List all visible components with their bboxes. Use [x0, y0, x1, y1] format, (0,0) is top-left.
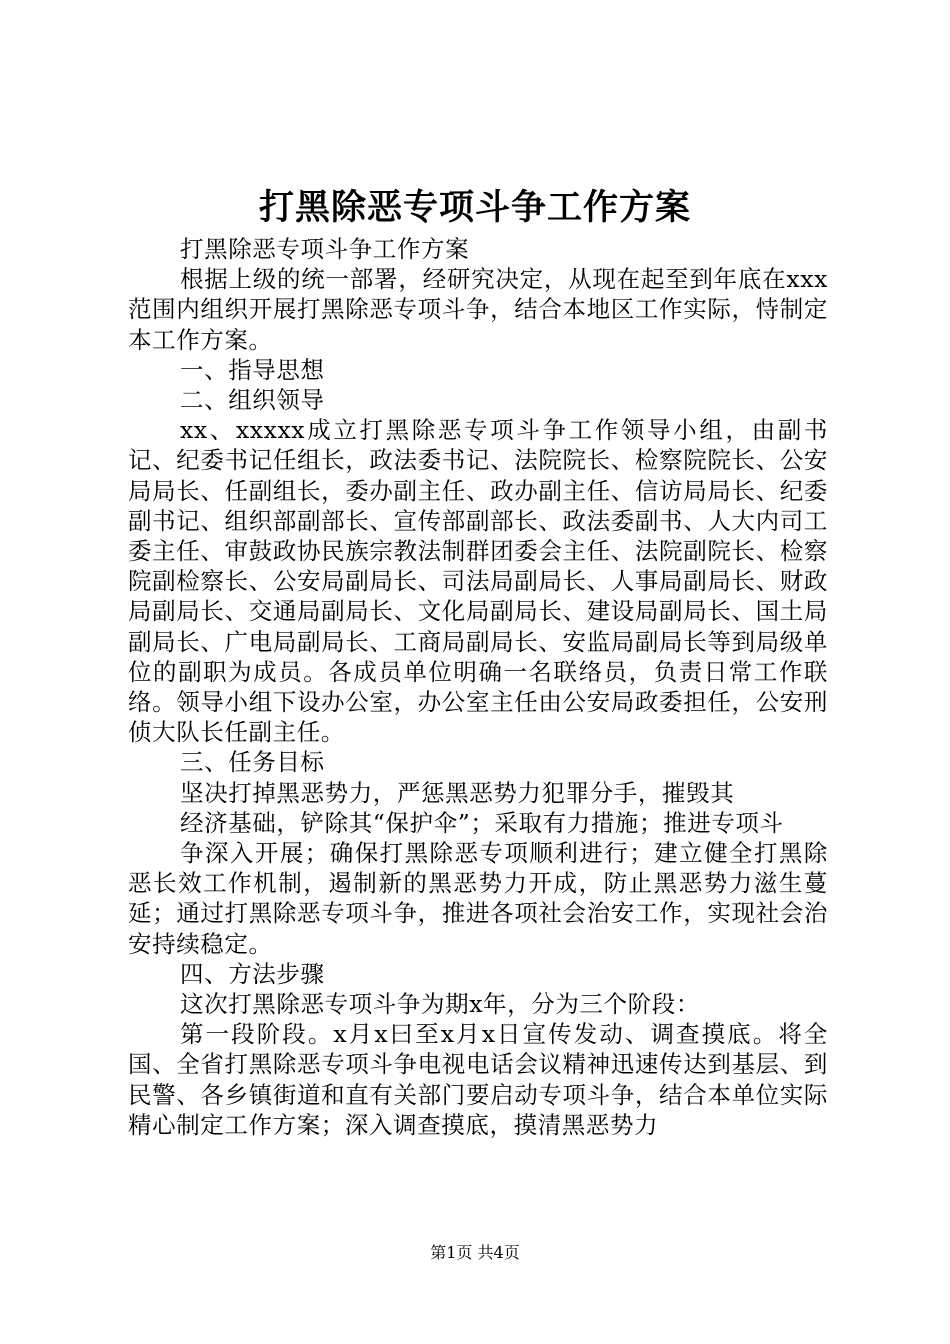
- section-heading-objectives: 三、任务目标: [180, 748, 325, 777]
- document-body: [128, 234, 828, 1140]
- section-heading-guiding-ideology: 一、指导思想: [180, 355, 325, 384]
- paragraph-objectives-line1: 坚决打掉黑恶势力，严惩黑恶势力犯罪分手，摧毁其: [180, 778, 735, 807]
- paragraph-objectives-line3: 争深入开展；确保打黑除恶专项顺利进行；建立健全打黑除恶长效工作机制，遏制新的黑恶势力开成，防止黑恶势力滋生蔓延；通过打黑除恶专项斗争，推进各项社会治安工作，实现社会治安持续稳定。: [128, 839, 828, 958]
- paragraph-subtitle: 打黑除恶专项斗争工作方案: [180, 235, 470, 263]
- document-title: 打黑除恶专项斗争工作方案: [258, 187, 691, 228]
- paragraph-intro: 根据上级的统一部署，经研究决定，从现在起至到年底在xxx范围内组织开展打黑除恶专项斗争，结合本地区工作实际，恃制定本工作方案。: [128, 265, 828, 354]
- section-heading-organization: 二、组织领导: [180, 386, 325, 415]
- paragraph-phase-one: 第一段阶段。x月x曰至x月x日宣传发动、调查摸底。将全国、全省打黑除恶专项斗争电视电话会议精神迅速传达到基层、到民警、各乡镇街道和直有关部门要启动专项斗争，结合本单位实际精心制定工作方案；深入调查摸底，摸清黑恶势力: [128, 1020, 828, 1139]
- page-footer: 第1页 共4页: [430, 1243, 520, 1262]
- section-heading-steps: 四、方法步骤: [180, 959, 325, 988]
- paragraph-organization: xx、xxxxx成立打黑除恶专项斗争工作领导小组，由副书记、纪委书记任组长，政法委书记、法院院长、检察院院长、公安局局长、任副组长，委办副主任、政办副主任、信访局局长、纪委副书记、组织部副部长、宣传部副部长、政法委副书、人大内司工委主任、审鼓政协民族宗教法制群团委会主任、法院副院长、检察院副检察长、公安局副局长、司法局副局长、人事局副局长、财政局副局长、交通局副局长、文化局副局长、建设局副局长、国土局副局长、广电局副局长、工商局副局长、安监局副局长等到局级单位的副职为成员。各成员单位明确一名联络员，负责日常工作联络。领导小组下设办公室，办公室主任由公安局政委担任，公安刑侦大队长任副主任。: [128, 416, 828, 747]
- paragraph-steps-intro: 这次打黑除恶专项斗争为期x年，分为三个阶段：: [180, 990, 700, 1019]
- paragraph-objectives-line2: 经济基础，铲除其“保护伞”；采取有力措施；推进专项斗: [180, 808, 784, 837]
